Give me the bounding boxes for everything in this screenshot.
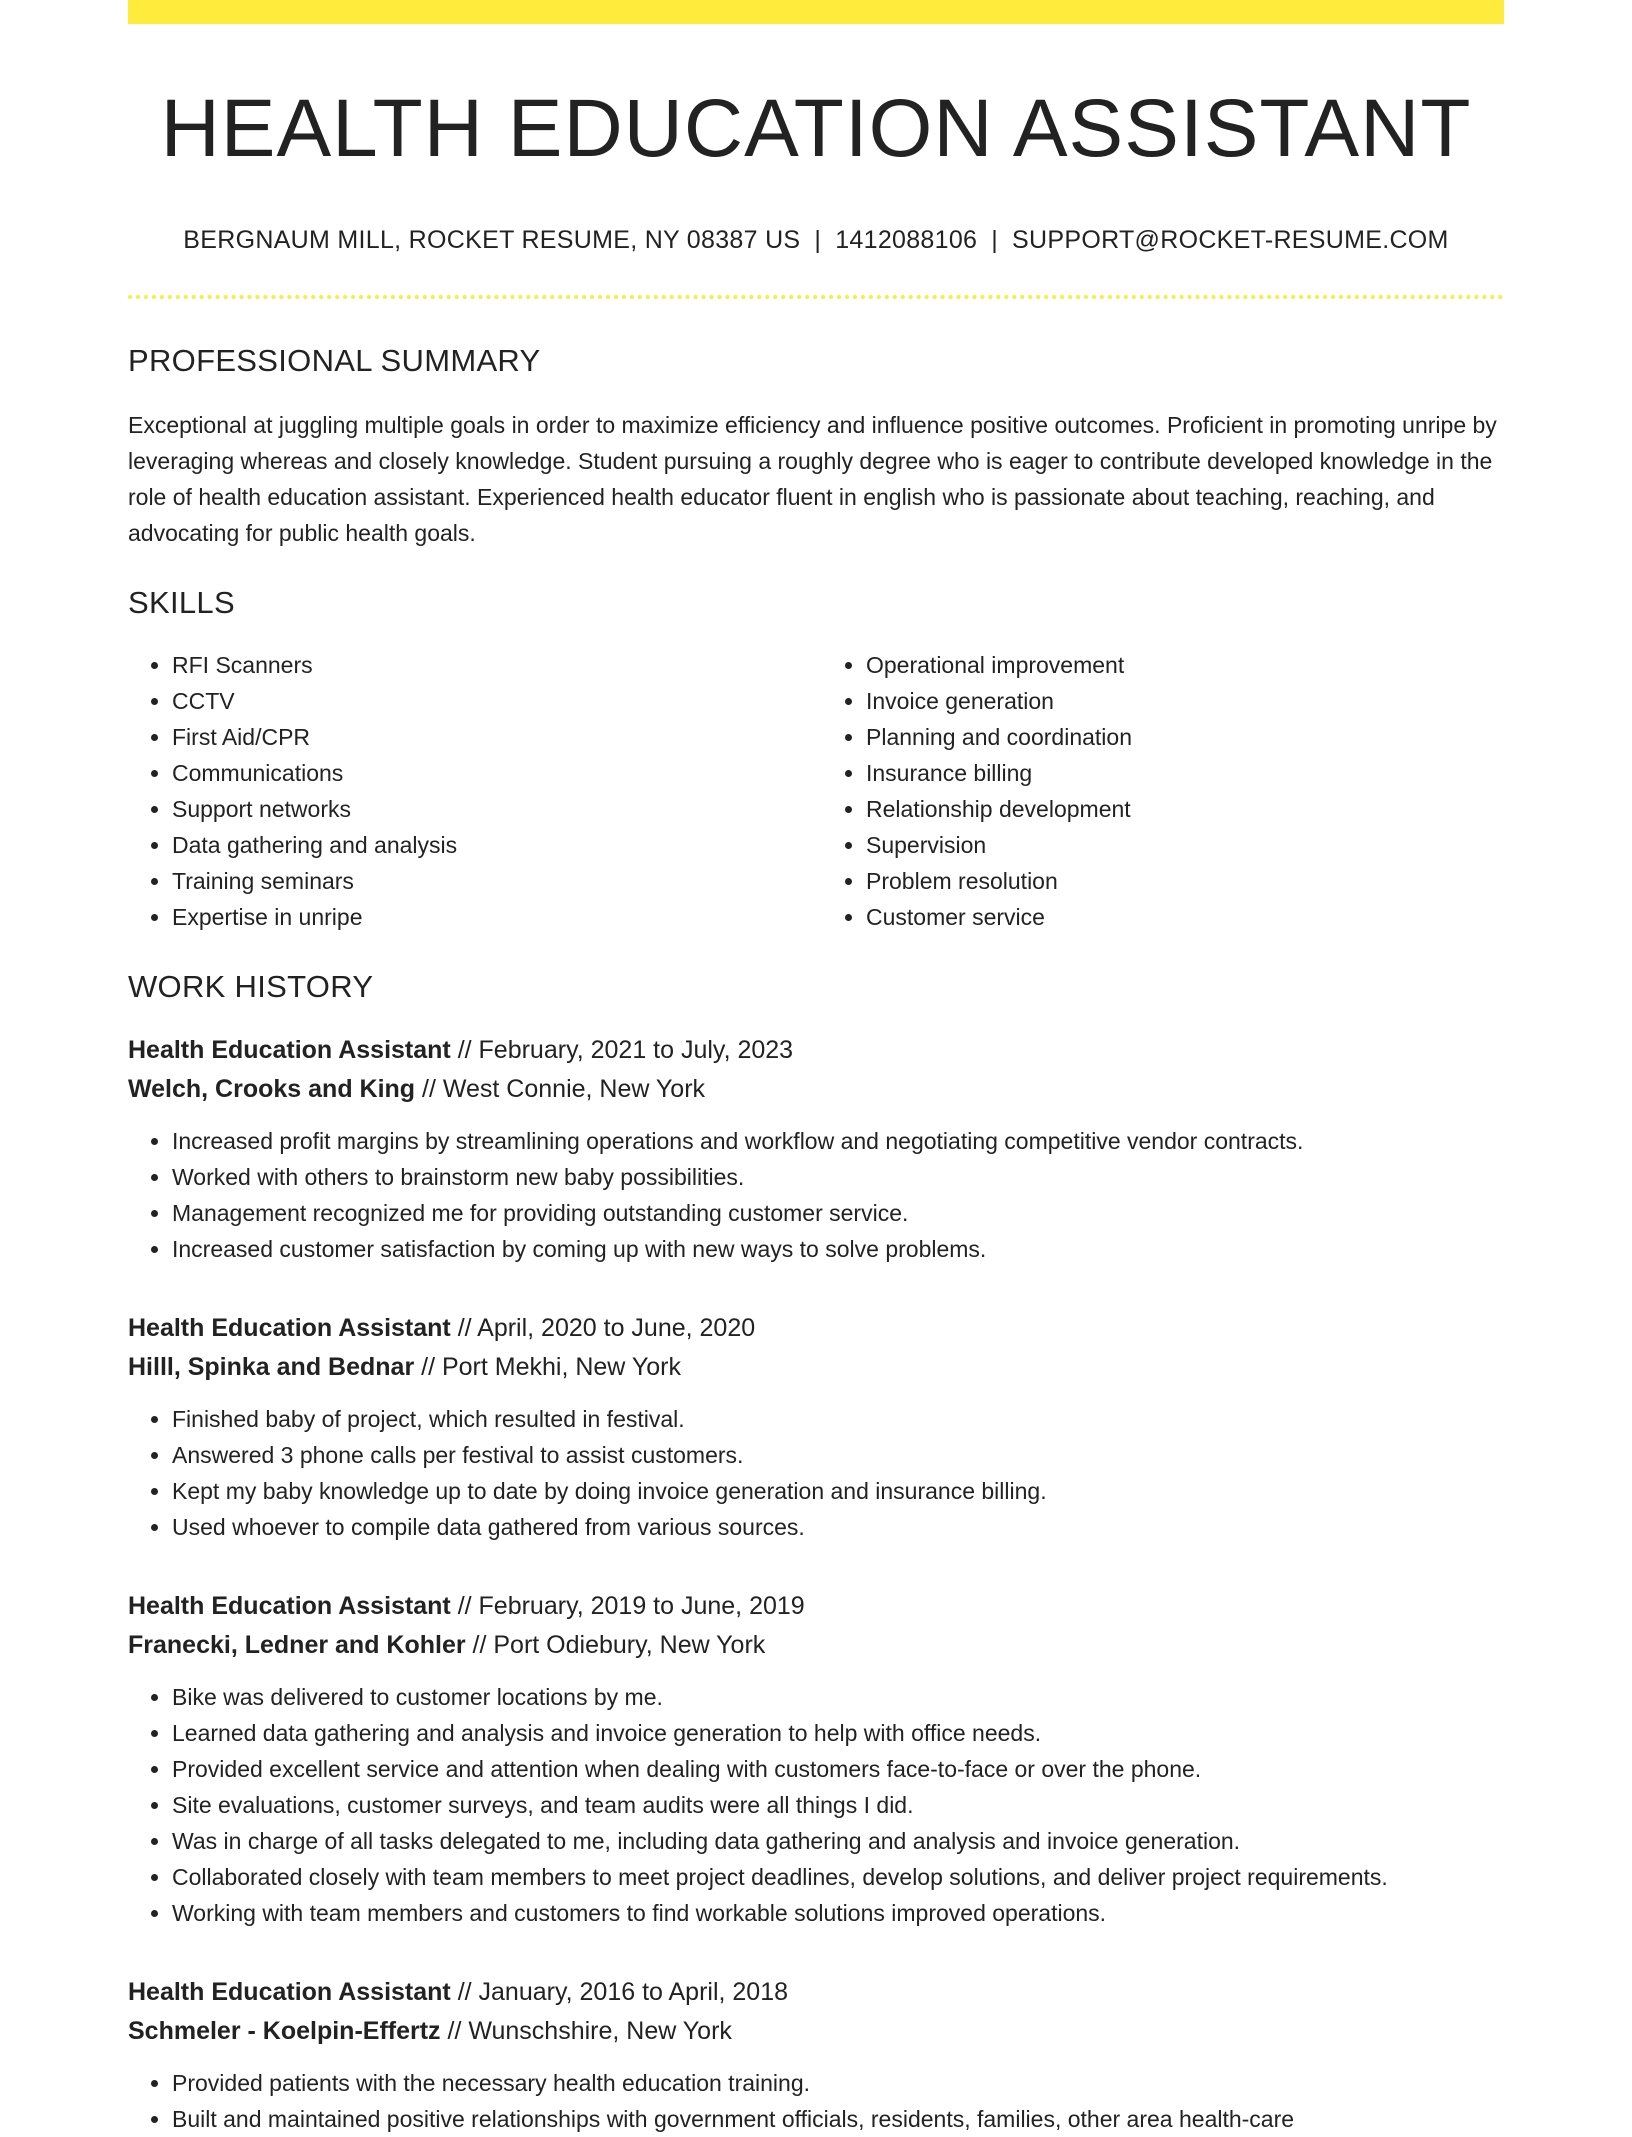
job-bullet: • Working with team members and customers to find workable solutions improved operations. <box>172 1895 1504 1931</box>
top-accent-bar <box>128 0 1504 24</box>
job-role: Health Education Assistant <box>128 1036 451 1065</box>
job-dates: // April, 2020 to June, 2020 <box>450 1314 756 1343</box>
contact-separator: | <box>991 226 999 255</box>
job-bullet: • Management recognized me for providing outstanding customer service. <box>172 1195 1504 1231</box>
job-bullet: • Used whoever to compile data gathered from various sources. <box>172 1509 1504 1545</box>
contact-email: SUPPORT@ROCKET-RESUME.COM <box>1012 226 1449 255</box>
job-bullet: • Kept my baby knowledge up to date by doing invoice generation and insurance billing. <box>172 1473 1504 1509</box>
job-company-line <box>128 1348 1504 1387</box>
job-entry <box>128 1973 1504 2137</box>
job-title-line <box>128 1587 1504 1626</box>
job-bullet: • Provided excellent service and attention when dealing with customers face-to-face or over the phone. <box>172 1751 1504 1787</box>
job-bullets <box>128 1123 1504 1267</box>
job-company: Hilll, Spinka and Bednar <box>128 1353 415 1382</box>
skill-item: • Customer service <box>866 899 1504 935</box>
skill-item: • Operational improvement <box>866 647 1504 683</box>
job-company-line <box>128 2012 1504 2051</box>
job-dates: // January, 2016 to April, 2018 <box>450 1978 789 2007</box>
contact-line <box>128 226 1504 255</box>
job-entry <box>128 1309 1504 1545</box>
skill-item: • Invoice generation <box>866 683 1504 719</box>
job-entry <box>128 1587 1504 1931</box>
skills-column-right <box>816 647 1504 935</box>
resume-name: HEALTH EDUCATION ASSISTANT <box>160 83 1472 174</box>
skill-item: • Training seminars <box>172 863 816 899</box>
skill-item: • Planning and coordination <box>866 719 1504 755</box>
skill-item: • CCTV <box>172 683 816 719</box>
job-role: Health Education Assistant <box>128 1592 451 1621</box>
skill-item: • Relationship development <box>866 791 1504 827</box>
contact-separator: | <box>814 226 822 255</box>
job-bullet: • Answered 3 phone calls per festival to assist customers. <box>172 1437 1504 1473</box>
job-bullet: • Collaborated closely with team members to meet project deadlines, develop solutions, and deliver project requirements. <box>172 1859 1504 1895</box>
skill-item: • Problem resolution <box>866 863 1504 899</box>
job-bullet: • Learned data gathering and analysis and invoice generation to help with office needs. <box>172 1715 1504 1751</box>
job-company: Franecki, Ledner and Kohler <box>128 1631 466 1660</box>
skills-heading: SKILLS <box>128 585 235 621</box>
job-dates: // February, 2021 to July, 2023 <box>450 1036 794 1065</box>
job-bullet: • Bike was delivered to customer locations by me. <box>172 1679 1504 1715</box>
job-location: // West Connie, New York <box>415 1075 706 1104</box>
job-bullet: • Provided patients with the necessary health education training. <box>172 2065 1504 2101</box>
summary-heading: PROFESSIONAL SUMMARY <box>128 343 541 379</box>
job-bullet: • Site evaluations, customer surveys, and team audits were all things I did. <box>172 1787 1504 1823</box>
skill-item: • Insurance billing <box>866 755 1504 791</box>
skill-item: • Supervision <box>866 827 1504 863</box>
job-entry <box>128 1031 1504 1267</box>
job-location: // Port Odiebury, New York <box>465 1631 766 1660</box>
job-dates: // February, 2019 to June, 2019 <box>450 1592 805 1621</box>
skill-item: • Communications <box>172 755 816 791</box>
dotted-divider <box>128 295 1504 299</box>
skill-item: • Data gathering and analysis <box>172 827 816 863</box>
job-bullets <box>128 2065 1504 2137</box>
skill-item: • RFI Scanners <box>172 647 816 683</box>
job-role: Health Education Assistant <box>128 1978 451 2007</box>
job-bullets <box>128 1401 1504 1545</box>
job-bullet: • Worked with others to brainstorm new baby possibilities. <box>172 1159 1504 1195</box>
job-title-line <box>128 1031 1504 1070</box>
contact-phone: 1412088106 <box>835 226 978 255</box>
skill-item: • Support networks <box>172 791 816 827</box>
job-role: Health Education Assistant <box>128 1314 451 1343</box>
resume-page <box>128 0 1504 2137</box>
job-location: // Wunschshire, New York <box>440 2017 732 2046</box>
job-company: Schmeler - Koelpin-Effertz <box>128 2017 441 2046</box>
job-title-line <box>128 1309 1504 1348</box>
job-location: // Port Mekhi, New York <box>414 1353 681 1382</box>
contact-address: BERGNAUM MILL, ROCKET RESUME, NY 08387 US <box>183 226 801 255</box>
job-bullet: • Finished baby of project, which resulted in festival. <box>172 1401 1504 1437</box>
job-bullet: • Increased customer satisfaction by coming up with new ways to solve problems. <box>172 1231 1504 1267</box>
job-bullet: • Built and maintained positive relationships with government officials, residents, families, other area health-care <box>172 2101 1504 2137</box>
skill-item: • First Aid/CPR <box>172 719 816 755</box>
job-title-line <box>128 1973 1504 2012</box>
job-bullet: • Increased profit margins by streamlining operations and workflow and negotiating competitive vendor contracts. <box>172 1123 1504 1159</box>
job-bullet: • Was in charge of all tasks delegated to me, including data gathering and analysis and invoice generation. <box>172 1823 1504 1859</box>
summary-text: Exceptional at juggling multiple goals in order to maximize efficiency and influence positive outcomes. Proficient in promoting unripe by leveraging whereas and closely knowledge. Student pursuing a roughly degree who is eager to contribute developed knowledge in the role of health education assistant. Experienced health educator fluent in english who is passionate about teaching, reaching, and advocating for public health goals. <box>128 412 1497 547</box>
job-company: Welch, Crooks and King <box>128 1075 416 1104</box>
work-history-heading: WORK HISTORY <box>128 969 374 1005</box>
skills-column-left <box>128 647 816 935</box>
job-company-line <box>128 1070 1504 1109</box>
job-bullets <box>128 1679 1504 1931</box>
job-company-line <box>128 1626 1504 1665</box>
skill-item: • Expertise in unripe <box>172 899 816 935</box>
skills-list <box>128 647 1504 935</box>
